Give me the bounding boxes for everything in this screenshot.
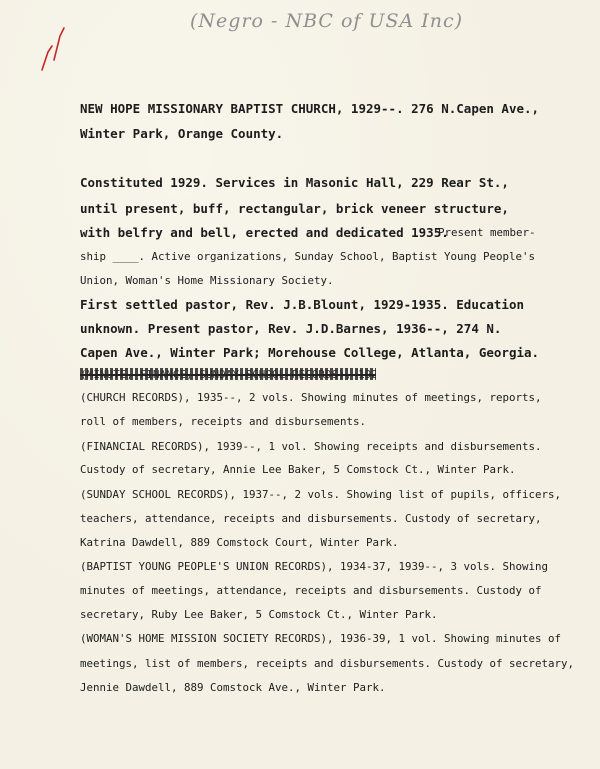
womans-mission-line-1: (WOMAN'S HOME MISSION SOCIETY RECORDS), 1936-39, 1 vol. Showing minutes of bbox=[80, 632, 562, 645]
pastor-line-3: Capen Ave., Winter Park; Morehouse College, Atlanta, Georgia. bbox=[80, 345, 540, 360]
church-records-line-1: (CHURCH RECORDS), 1935--, 2 vols. Showing minutes of meetings, reports, bbox=[80, 391, 542, 404]
financial-records-line-2: Custody of secretary, Annie Lee Baker, 5 Comstock Ct., Winter Park. bbox=[80, 463, 516, 476]
pastor-line-2: unknown. Present pastor, Rev. J.D.Barnes, 1936--, 274 N. bbox=[80, 321, 502, 336]
organizations-line-2: Union, Woman's Home Missionary Society. bbox=[80, 274, 334, 287]
sunday-school-line-2: teachers, attendance, receipts and disbursements. Custody of secretary, bbox=[80, 512, 542, 525]
bypu-line-3: secretary, Ruby Lee Baker, 5 Comstock Ct., Winter Park. bbox=[80, 608, 438, 621]
sunday-school-line-1: (SUNDAY SCHOOL RECORDS), 1937--, 2 vols. Showing list of pupils, officers, bbox=[80, 488, 562, 501]
bypu-line-1: (BAPTIST YOUNG PEOPLE'S UNION RECORDS), 1934-37, 1939--, 3 vols. Showing bbox=[80, 560, 549, 573]
history-line-3: with belfry and bell, erected and dedicated 1935. bbox=[80, 225, 449, 240]
history-line-1: Constituted 1929. Services in Masonic Hall, 229 Rear St., bbox=[80, 175, 509, 190]
church-records-line-2: roll of members, receipts and disbursements. bbox=[80, 415, 367, 428]
history-line-3b: Present member- bbox=[438, 226, 536, 239]
heading-line-1: NEW HOPE MISSIONARY BAPTIST CHURCH, 1929--. 276 N.Capen Ave., bbox=[80, 101, 540, 116]
handwritten-annotation: (Negro - NBC of USA Inc) bbox=[190, 10, 464, 32]
history-line-2: until present, buff, rectangular, brick veneer structure, bbox=[80, 201, 509, 216]
pastor-line-1: First settled pastor, Rev. J.B.Blount, 1929-1935. Education bbox=[80, 297, 525, 312]
strikethrough-rule bbox=[80, 374, 376, 376]
womans-mission-line-3: Jennie Dawdell, 889 Comstock Ave., Winter Park. bbox=[80, 681, 386, 694]
organizations-line-1: ship ____. Active organizations, Sunday School, Baptist Young People's bbox=[80, 250, 536, 263]
womans-mission-line-2: meetings, list of members, receipts and disbursements. Custody of secretary, bbox=[80, 657, 575, 670]
red-check-mark-icon bbox=[38, 26, 68, 72]
sunday-school-line-3: Katrina Dawdell, 889 Comstock Court, Winter Park. bbox=[80, 536, 399, 549]
financial-records-line-1: (FINANCIAL RECORDS), 1939--, 1 vol. Showing receipts and disbursements. bbox=[80, 440, 542, 453]
bypu-line-2: minutes of meetings, attendance, receipts and disbursements. Custody of bbox=[80, 584, 542, 597]
heading-line-2: Winter Park, Orange County. bbox=[80, 126, 284, 141]
